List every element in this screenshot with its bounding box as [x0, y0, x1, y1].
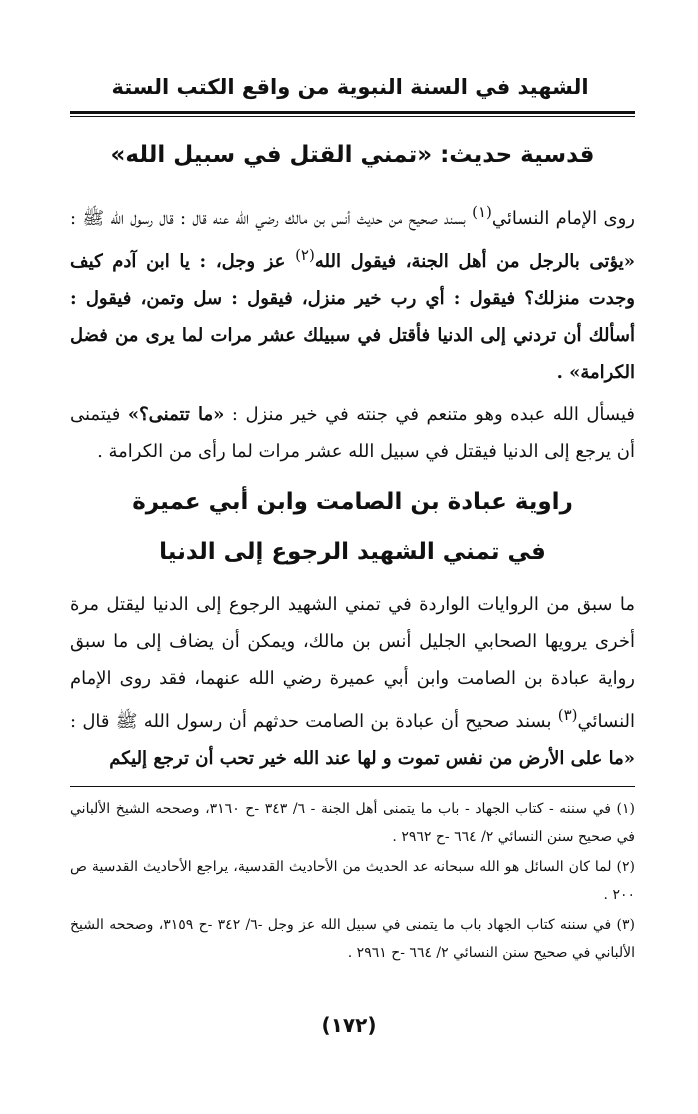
paragraph-text: روى الإمام النسائي	[491, 208, 635, 229]
hadith-quote: «ما تتمنى؟»	[127, 404, 225, 425]
footnote-number: (١)	[616, 801, 636, 817]
running-header: الشهيد في السنة النبوية من واقع الكتب الستة	[111, 75, 589, 99]
footnote-1	[70, 795, 635, 851]
footnote-text: في سننه كتاب الجهاد باب ما يتمنى في سبيل الله عز وجل -٦/ ٣٤٢ -ح ٣١٥٩، وصححه الشيخ الألباني في صحيح سنن النسائي ٢/ ٦٦٤ -ح ٢٩٦١ .	[70, 917, 635, 961]
paragraph-explanation	[70, 396, 635, 470]
footnote-number: (٢)	[616, 859, 635, 875]
footnote-number: (٣)	[616, 917, 635, 933]
footnote-3	[70, 911, 635, 967]
paragraph-ubada	[70, 586, 635, 777]
section-heading-line-1: راوية عبادة بن الصامت وابن أبي عميرة	[132, 489, 573, 515]
header-rule	[70, 111, 635, 114]
footnote-ref-1: (١)	[472, 203, 492, 221]
paragraph-text: فيسأل الله عبده وهو متنعم في جنته في خير منزل :	[224, 404, 635, 425]
footnotes	[70, 795, 635, 969]
paragraph-text: ما سبق من الروايات الواردة في تمني الشهيد الرجوع إلى الدنيا ليقتل مرة أخرى يرويها الصحابي الجليل أنس بن مالك، ويمكن أن يضاف إلى ما سبق رواية عبادة بن الصامت وابن أبي عميرة رضي الله عنهما، فقد روى الإمام النسائي	[70, 594, 636, 732]
footnote-ref-2: (٢)	[295, 246, 315, 264]
paragraph-hadith	[70, 194, 635, 391]
section-heading: قدسية حديث: «تمني القتل في سبيل الله»	[110, 142, 595, 168]
section-heading-line-2: في تمني الشهيد الرجوع إلى الدنيا	[159, 539, 546, 565]
footnote-text: في سننه - كتاب الجهاد - باب ما يتمنى أهل الجنة - ٦/ ٣٤٣ -ح ٣١٦٠، وصححه الشيخ الألباني في صحيح سنن النسائي ٢/ ٦٦٤ -ح ٢٩٦٢ .	[70, 801, 635, 845]
page-number: (١٧٢)	[321, 1013, 377, 1037]
footnote-2	[70, 853, 635, 909]
header-rule-thin	[70, 116, 635, 117]
paragraph-text: بسند صحيح أن عبادة بن الصامت حدثهم أن رسول الله ﷺ قال :	[70, 711, 558, 732]
footnote-text: لما كان السائل هو الله سبحانه عد الحديث من الأحاديث القدسية، يراجع الأحاديث القدسية ص ٢٠٠ .	[70, 859, 635, 903]
hadith-quote: «ما على الأرض من نفس تموت و لها عند الله خير تحب أن ترجع إليكم	[109, 748, 635, 769]
paragraph-text: بسند صحيح من حديث أنس بن مالك رضي الله عنه قال : قال رسول الله ﷺ :	[70, 208, 473, 229]
paragraph-text: فيتمنى أن يرجع إلى الدنيا فيقتل في سبيل الله عشر مرات لما رأى من الكرامة .	[70, 404, 635, 462]
footnote-ref-3: (٣)	[557, 706, 578, 724]
hadith-quote: عز وجل، : يا ابن آدم كيف وجدت منزلك؟ فيقول : أي رب خير منزل، فيقول : سل وتمن، فيقول : أسألك أن تردني إلى الدنيا فأقتل في سبيلك عشر مرات لما يرى من فضل الكرامة» .	[70, 251, 635, 383]
footnote-rule	[70, 786, 635, 787]
hadith-quote: «يؤتى بالرجل من أهل الجنة، فيقول الله	[314, 251, 635, 272]
